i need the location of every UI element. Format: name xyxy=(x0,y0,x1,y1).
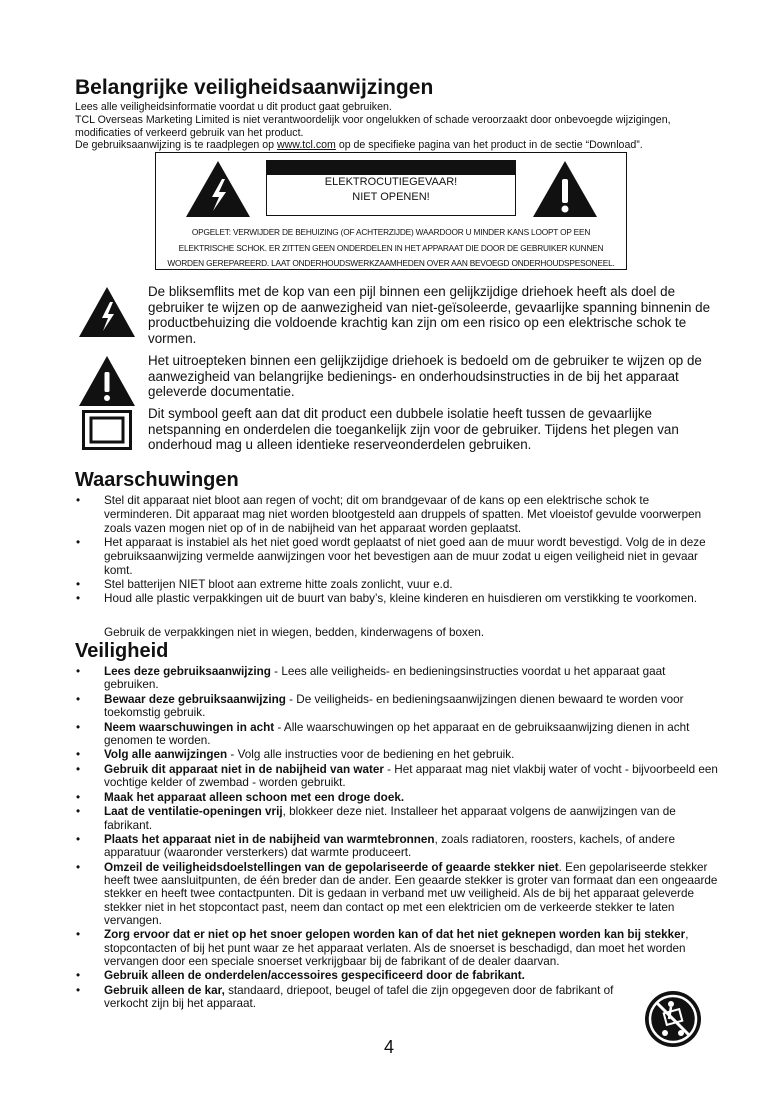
symbol-description: De bliksemflits met de kop van een pijl binnen een gelijkzijdige driehoek heeft als doel de gebruiker te wijzen op de aanwezigheid van niet-geïsoleerde, gevaarlijke spanning binnenin de productbehuizing die voldoende krachtig kan zijn om een risico op een elektrische schok te vormen. xyxy=(148,284,711,346)
page-number: 4 xyxy=(384,1037,395,1057)
bullet: • xyxy=(76,748,81,762)
item-bold: Volg alle aanwijzingen xyxy=(104,748,228,762)
list-item-text: Het apparaat is instabiel als het niet goed wordt geplaatst of niet goed aan de muur wordt bevestigd. Volg de in deze gebruiksaanwijzing vermelde aanwijzingen voor het bevestigen aan de muur zodat u eigen veiligheid niet in gevaar komt. xyxy=(104,536,706,577)
item-text: - Volg alle instructies voor de bediening en het gebruik. xyxy=(227,748,515,762)
warning-header-line1: ELEKTROCUTIEGEVAAR! xyxy=(324,176,458,188)
item-text: - Alle waarschuwingen op het apparaat en de gebruiksaanwijzing dienen in acht genomen te worden. xyxy=(104,720,690,747)
warnings-list xyxy=(75,494,715,606)
bullet: • xyxy=(76,762,81,776)
bullet: • xyxy=(76,578,81,591)
bullet: • xyxy=(76,928,81,942)
bullet: • xyxy=(76,805,81,819)
item-text: , zoals radiatoren, roosters, kachels, of andere apparatuur (waaronder versterkers) dat warmte produceert. xyxy=(104,833,675,860)
bullet: • xyxy=(76,860,81,874)
double-insulation-icon xyxy=(82,410,132,450)
electrocution-warning-box xyxy=(155,152,627,270)
intro-line-part: op de specifieke pagina van het product in de sectie “Download”. xyxy=(335,139,643,152)
item-bold: Gebruik alleen de onderdelen/accessoires gespecificeerd door de fabrikant. xyxy=(104,969,525,983)
safety-heading: Veiligheid xyxy=(75,640,169,662)
bullet: • xyxy=(76,692,81,706)
exclamation-triangle-icon xyxy=(78,355,136,407)
list-item xyxy=(75,536,715,578)
caution-line: ELEKTRISCHE SCHOK. ER ZITTEN GEEN ONDERDELEN IN HET APPARAAT DIE DOOR DE GEBRUIKER KUNNEN xyxy=(178,242,604,253)
intro-line-part: De gebruiksaanwijzing is te raadplegen op xyxy=(75,139,277,152)
bullet: • xyxy=(76,720,81,734)
lightning-triangle-icon xyxy=(184,159,252,219)
bullet: • xyxy=(76,969,81,983)
item-bold: Maak het apparaat alleen schoon met een droge doek. xyxy=(104,790,405,804)
item-bold: Omzeil de veiligheidsdoelstellingen van de gepolariseerde of geaarde stekker niet xyxy=(104,860,559,874)
list-item-text: Stel batterijen NIET bloot aan extreme hitte zoals zonlicht, vuur e.d. xyxy=(104,578,453,591)
item-bold: Gebruik dit apparaat niet in de nabijheid van water xyxy=(104,762,384,776)
list-item xyxy=(75,693,720,719)
list-item-text: Stel dit apparaat niet bloot aan regen of vocht; dit om brandgevaar of de kans op een elektrische schok te verminderen. Dit apparaat mag niet worden blootgesteld aan druppels of spatten. Met vloeistof gevulde voorwerpen zoals vazen mogen niet op of in de nabijheid van het apparaat worden geplaatst. xyxy=(104,494,702,535)
symbol-description: Dit symbool geeft aan dat dit product een dubbele isolatie heeft tussen de gevaarlijke netspanning en onderdelen die toegankelijk zijn voor de gebruiker. Tijdens het plegen van onderhoud mag u alleen identieke reserveonderdelen gebruiken. xyxy=(148,406,679,453)
warning-header-line2: NIET OPENEN! xyxy=(352,191,430,203)
bullet: • xyxy=(76,494,81,507)
list-item xyxy=(75,984,720,1010)
exclamation-triangle-icon xyxy=(531,159,599,219)
item-bold: Zorg ervoor dat er niet op het snoer gelopen worden kan of dat het niet geknepen worden kan bij stekker xyxy=(104,928,686,942)
caution-text xyxy=(160,225,622,272)
item-bold: Gebruik alleen de kar, xyxy=(104,983,225,997)
item-bold: Plaats het apparaat niet in de nabijheid van warmtebronnen xyxy=(104,833,435,847)
list-item xyxy=(75,805,720,831)
list-item-text: Houd alle plastic verpakkingen uit de buurt van baby’s, kleine kinderen en huisdieren om verstikking te voorkomen. xyxy=(104,592,697,605)
item-bold: Bewaar deze gebruiksaanwijzing xyxy=(104,692,286,706)
warnings-heading: Waarschuwingen xyxy=(75,469,239,491)
intro-line: Lees alle veiligheidsinformatie voordat u dit product gaat gebruiken. xyxy=(75,101,392,113)
list-item xyxy=(75,665,720,691)
list-item xyxy=(75,833,720,859)
list-item xyxy=(75,763,720,789)
bullet: • xyxy=(76,983,81,997)
warnings-note: Gebruik de verpakkingen niet in wiegen, bedden, kinderwagens of boxen. xyxy=(104,626,485,639)
intro-line: TCL Overseas Marketing Limited is niet verantwoordelijk voor ongelukken of schade veroorzaakt door onbevoegde wijzigingen, modificaties of verkeerd gebruik van het product. xyxy=(75,113,671,139)
cart-tipover-icon xyxy=(643,989,703,1049)
bullet: • xyxy=(76,833,81,847)
page-title: Belangrijke veiligheidsaanwijzingen xyxy=(75,76,434,99)
item-text: , blokkeer deze niet. Installeer het apparaat volgens de aanwijzingen van de fabrikant. xyxy=(104,805,676,832)
list-item xyxy=(75,592,715,606)
caution-line: WORDEN GEREPAREERD. LAAT ONDERHOUDSWERKZAAMHEDEN OVER AAN BEVOEGD ONDERHOUDSPESONEEL. xyxy=(167,258,615,268)
list-item xyxy=(75,578,715,592)
header-bar xyxy=(267,161,515,175)
item-text: , stopcontacten of bij het punt waar ze het apparaat verlaten. Als de snoerset is beschadigd, dan moet het worden vervangen door een speciale snoerset verkrijgbaar bij de fabrikant of de dealer daarvan. xyxy=(104,928,689,968)
item-bold: Lees deze gebruiksaanwijzing xyxy=(104,665,271,678)
bullet: • xyxy=(76,665,81,678)
item-bold: Laat de ventilatie-openingen vrij xyxy=(104,805,283,819)
item-bold: Neem waarschuwingen in acht xyxy=(104,720,275,734)
bullet: • xyxy=(76,790,81,804)
safety-list xyxy=(75,665,720,1012)
list-item xyxy=(75,721,720,747)
symbol-description: Het uitroepteken binnen een gelijkzijdige driehoek is bedoeld om de gebruiker te wijzen op de aanwezigheid van belangrijke bedienings- en onderhoudsinstructies in de bij het apparaat geleverde documentatie. xyxy=(148,353,702,400)
tcl-website-link[interactable]: www.tcl.com xyxy=(277,139,336,152)
item-text: - Lees alle veiligheids- en bedieningsinstructies voordat u het apparaat gaat gebruiken. xyxy=(104,665,666,692)
list-item xyxy=(75,928,720,968)
item-text: . Een gepolariseerde stekker heeft twee aansluitpunten, de één breder dan de ander. Een geaarde stekker is groter van formaat dan een ongeaarde stekker en heeft twee contactpunten. Dit is gedaan in verband met uw veiligheid. Als de bij het apparaat geleverde stekker niet in het stopcontact past, neem dan contact op met een elektricien om de verkeerde stekker te laten vervangen. xyxy=(104,860,718,927)
bullet: • xyxy=(76,592,81,605)
list-item xyxy=(75,791,720,804)
list-item xyxy=(75,969,720,982)
bullet: • xyxy=(76,536,81,549)
intro-line xyxy=(75,139,715,152)
list-item xyxy=(75,748,720,761)
list-item xyxy=(75,494,715,536)
item-text: - Het apparaat mag niet vlakbij water of vocht - bijvoorbeeld een vochtige kelder of zwembad - worden gebruikt. xyxy=(104,762,718,790)
list-item xyxy=(75,861,720,927)
caution-line: OPGELET: VERWIJDER DE BEHUIZING (OF ACHTERZIJDE) WAARDOOR U MINDER KANS LOOPT OP EEN xyxy=(191,227,591,237)
item-text: - De veiligheids- en bedieningsaanwijzingen dienen bewaard te worden voor toekomstig gebruik. xyxy=(104,692,684,719)
lightning-triangle-icon xyxy=(78,286,136,338)
intro-text xyxy=(75,101,715,152)
electrocution-warning-header xyxy=(266,160,516,216)
item-text: standaard, driepoot, beugel of tafel die zijn opgegeven door de fabrikant of verkocht zijn bij het apparaat. xyxy=(104,983,614,1011)
